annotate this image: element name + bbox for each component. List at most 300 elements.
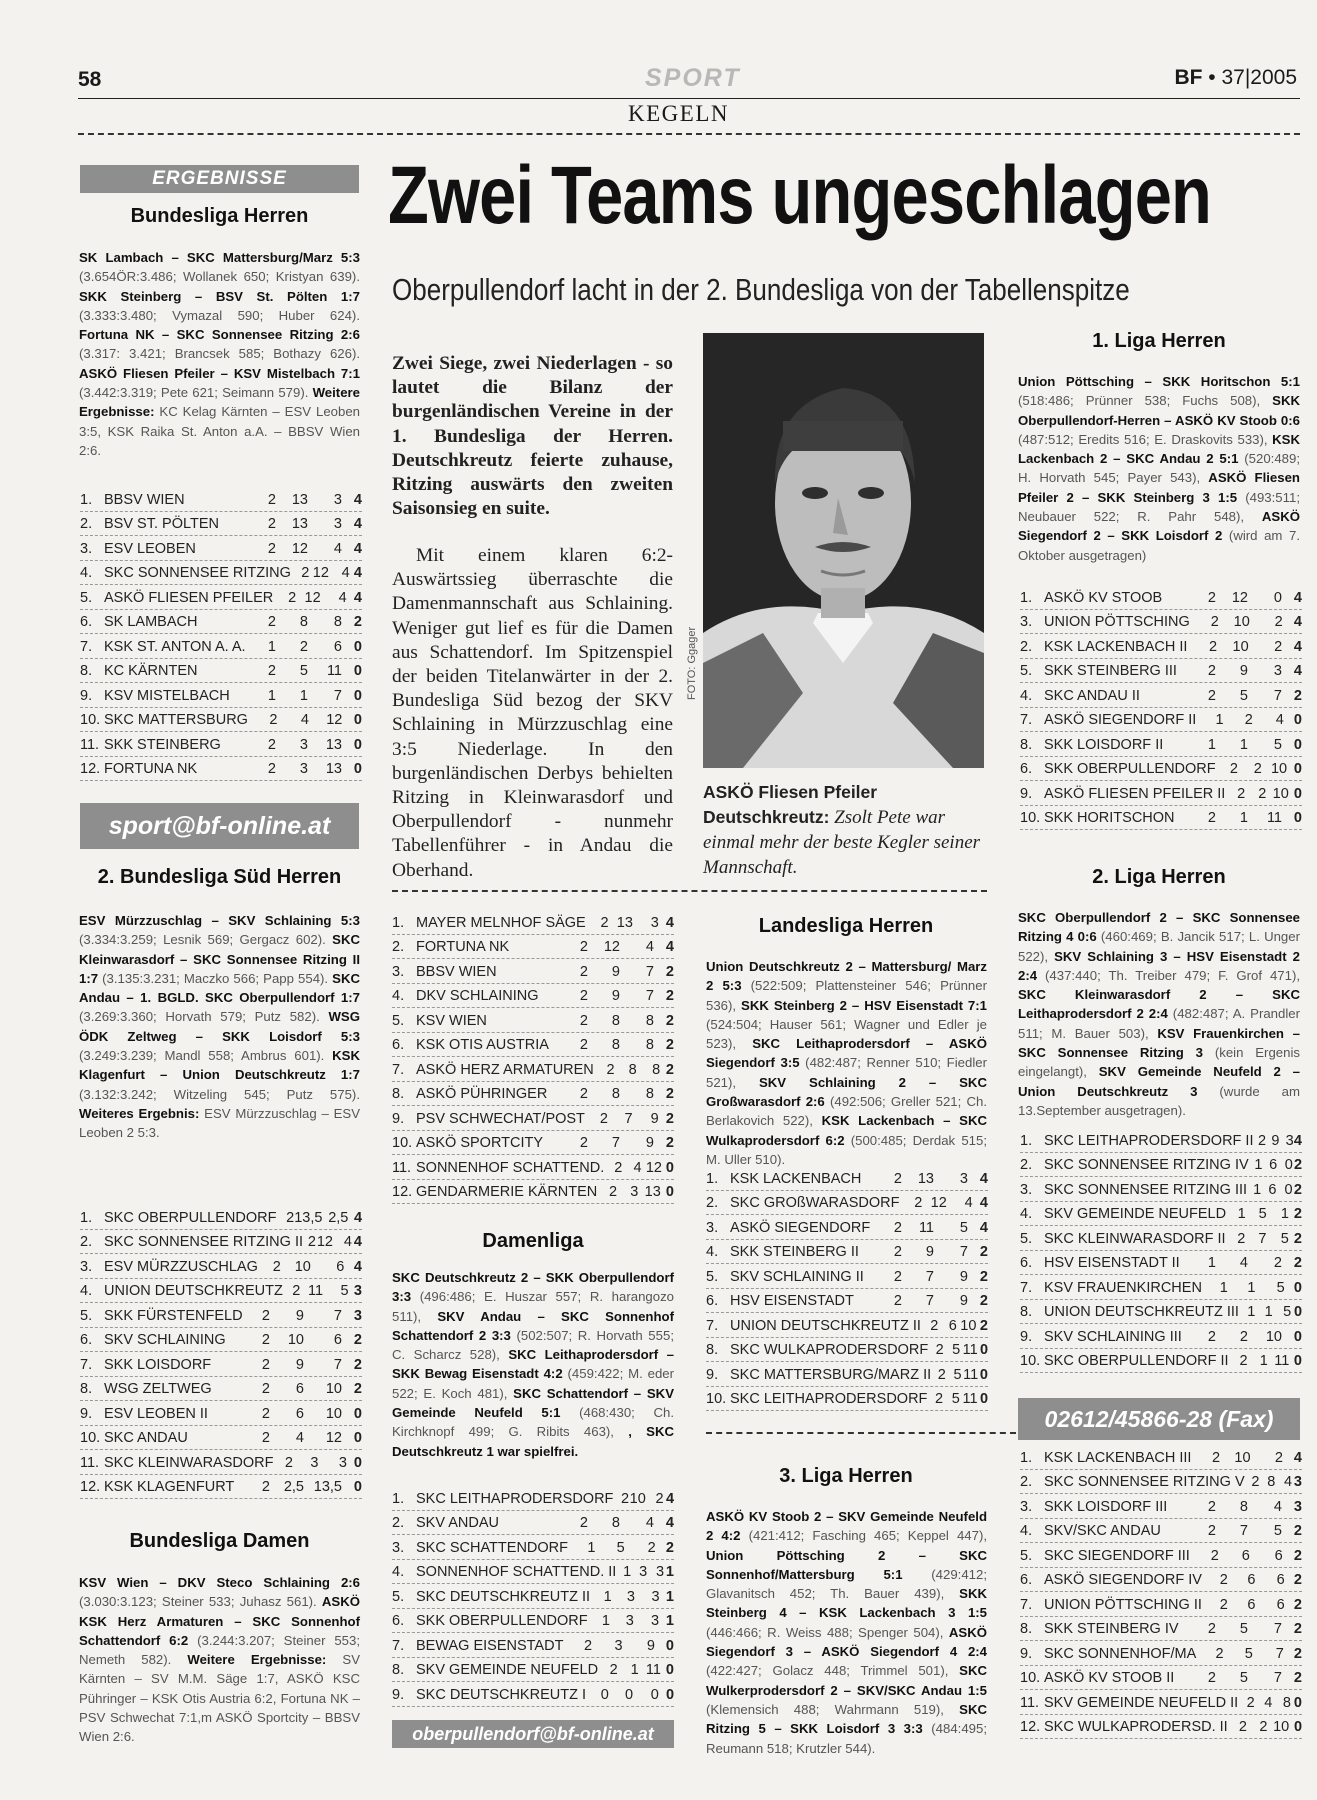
games-cell: 2 — [1207, 687, 1216, 704]
bl-herren-results: SK Lambach – SKC Mattersburg/Marz 5:3 (3.654ÖR:3.486; Wollanek 650; Kristyan 639). SKK Steinberg – BSV St. Pölten 1:7 (3.333:3.480; Vymazal 590; Huber 624). Fortuna NK – SKC Sonnensee Ritzing 2:6 (3.317: 3.421; Brancsek 585; Bothazy 626). ASKÖ Fliesen Pfeiler – KSV Mistelbach 7:1 (3.442:3.319; Pete 621; Seimann 579). Weitere Ergebnisse: KC Kelag Kärnten – ESV Leoben 3:5, KSK Raika St. Anton a.A. – BBSV Wien 2:6. — [79, 250, 360, 458]
rank-cell: 6. — [1020, 761, 1033, 777]
team-cell: SKK OBERPULLENDORF — [1044, 761, 1216, 777]
lost-cell: 3 — [651, 1588, 660, 1605]
article-body: Mit einem klaren 6:2-Auswärtssieg überraschte die Damenmannschaft aus Schlaining. Weniger gut lief es für die Damen aus Schattendorf. Im Spitzenspiel der beiden Titelanwärter in der 2. Bundesliga Süd bezog der SKV Schlaining in Mürzzuschlag eine 3:5 Niederlage. In den burgenländischen Derbys behielten Ritzing in Kleinwarasdorf und Oberpullendorf - nunmehr Tabellenführer - in Andau die Oberhand. — [392, 545, 673, 881]
table-row — [706, 1215, 988, 1240]
points-cell: 0 — [353, 1405, 362, 1422]
rank-cell: 10. — [1020, 810, 1041, 826]
points-cell: 2 — [1293, 1230, 1302, 1247]
table-row — [1020, 659, 1302, 684]
games-cell: 2 — [579, 1086, 588, 1102]
table-row — [1020, 1300, 1302, 1325]
games-cell: 2 — [599, 1110, 608, 1127]
table-row — [1020, 1592, 1302, 1617]
games-cell: 2 — [579, 1037, 588, 1053]
table-row — [1020, 781, 1302, 806]
rank-cell: 10. — [706, 1391, 727, 1407]
lost-cell: 4 — [341, 565, 350, 581]
won-cell: 1 — [1247, 1279, 1256, 1296]
won-cell: 12 — [312, 565, 329, 581]
games-cell: 2 — [609, 1662, 618, 1678]
won-cell: 2 — [1244, 712, 1253, 728]
table-row — [1020, 610, 1302, 635]
team-cell: SKC KLEINWARASDORF II — [1044, 1230, 1226, 1247]
header-dash-rule — [78, 133, 1300, 135]
points-cell: 3 — [1293, 1498, 1302, 1515]
points-cell: 0 — [1293, 1353, 1302, 1369]
bl2-sued-results: ESV Mürzzuschlag – SKV Schlaining 5:3 (3.334:3.259; Lesnik 569; Gergacz 602). SKC Kleinwarasdorf – SKC Sonnensee Ritzing II 1:7 (3.135:3.231; Maczko 566; Papp 554). SKC Andau – 1. BGLD. SKC Oberpullendorf 1:7 (3.269:3.360; Horvath 579; Putz 582). WSG ÖDK Zeltweg – SKK Loisdorf 5:3 (3.249:3.239; Mandl 558; Ambrus 601). KSK Klagenfurt – Union Deutschkreutz 1:7 (3.132:3.242; Witzeling 545; Putz 575). Weiteres Ergebnis: ESV Mürzzuschlag – ESV Leoben 2 5:3. — [79, 913, 361, 1141]
points-cell: 0 — [353, 761, 362, 777]
points-cell: 2 — [1293, 1547, 1302, 1564]
rank-cell: 12. — [1020, 1719, 1041, 1735]
lost-cell: 0 — [1273, 589, 1282, 606]
table-row — [1020, 1568, 1302, 1593]
lost-cell: 8 — [645, 1012, 654, 1029]
points-cell: 4 — [979, 1219, 988, 1236]
table-row — [392, 1180, 674, 1205]
points-cell: 0 — [665, 1184, 674, 1200]
points-cell: 0 — [353, 663, 362, 679]
rank-cell: 11. — [80, 736, 100, 753]
rank-cell: 7. — [706, 1317, 719, 1334]
won-cell: 13 — [616, 914, 633, 931]
team-cell: ASKÖ HERZ ARMATUREN — [416, 1061, 594, 1078]
games-cell: 2 — [579, 1012, 588, 1029]
rank-cell: 5. — [392, 1588, 405, 1605]
won-cell: 8 — [611, 1515, 620, 1531]
won-cell: 1 — [299, 687, 308, 704]
rank-cell: 10. — [80, 1430, 101, 1446]
points-cell: 1 — [665, 1613, 674, 1629]
table-row — [1020, 1128, 1302, 1153]
rank-cell: 5. — [1020, 1230, 1033, 1247]
lost-cell: 3 — [338, 1454, 347, 1471]
won-cell: 12 — [316, 1234, 333, 1250]
points-cell: 3 — [1293, 1474, 1302, 1490]
games-cell: 2 — [272, 1258, 281, 1275]
won-cell: 5 — [1239, 1670, 1248, 1686]
damenliga-results: SKC Deutschkreutz 2 – SKK Oberpullendorf 3:3 (496:486; E. Huszar 557; R. harangozo 511), SKV Andau – SKC Sonnenhof Schattendorf 2 3:3 (502:507; R. Horvath 555; C. Scharcz 528), SKC Leithaprodersdorf – SKK Bewag Eisenstadt 4:2 (459:422; M. eder 522; E. Koch 481), SKC Schattendorf – SKV Gemeinde Neufeld 5:1 (468:430; Ch. Kirchknopf 499; G. Ribits 463), , SKC Deutschkreutz 1 war spielfrei. — [392, 1270, 675, 1459]
rank-cell: 7. — [80, 1356, 93, 1373]
table-row — [1020, 1275, 1302, 1300]
points-cell: 2 — [665, 1135, 674, 1151]
won-cell: 3 — [299, 761, 308, 777]
points-cell: 4 — [979, 1195, 988, 1211]
won-cell: 9 — [1239, 663, 1248, 679]
points-cell: 4 — [353, 1209, 363, 1226]
lost-cell: 3 — [1273, 663, 1282, 679]
won-cell: 5 — [952, 1342, 961, 1358]
rank-cell: 8. — [392, 1662, 405, 1678]
table-row — [80, 732, 362, 757]
team-cell: ASKÖ FLIESEN PFEILER — [104, 589, 274, 606]
points-cell: 2 — [979, 1293, 988, 1309]
lost-cell: 3 — [1285, 1132, 1294, 1149]
points-cell: 0 — [1293, 1694, 1302, 1711]
issue-info: BF • 37|2005 — [1174, 66, 1297, 89]
lost-cell: 6 — [333, 1332, 342, 1348]
points-cell: 4 — [1293, 614, 1302, 630]
games-cell: 2 — [267, 491, 276, 508]
lost-cell: 6 — [1274, 1547, 1283, 1564]
won-cell: 5 — [299, 663, 308, 679]
mid-dash-rule — [706, 1432, 1016, 1434]
lost-cell: 13,5 — [313, 1479, 342, 1495]
won-cell: 5 — [1239, 1621, 1248, 1637]
lost-cell: 11 — [326, 663, 342, 679]
games-cell: 1 — [1215, 712, 1224, 728]
table-row — [80, 1279, 362, 1304]
lost-cell: 8 — [333, 614, 342, 630]
bl-herren-title: Bundesliga Herren — [130, 205, 309, 227]
rank-cell: 10. — [1020, 1670, 1041, 1686]
team-cell: SKC LEITHAPRODERSDORF II — [1044, 1132, 1254, 1149]
table-row — [1020, 1226, 1302, 1251]
won-cell: 6 — [1247, 1596, 1256, 1613]
games-cell: 2 — [267, 663, 276, 679]
team-cell: SKV GEMEINDE NEUFELD — [1044, 1206, 1227, 1222]
fax-bar[interactable]: 02612/45866-28 (Fax) — [1018, 1398, 1300, 1440]
lost-cell: 7 — [1273, 1670, 1282, 1686]
games-cell: 1 — [587, 1539, 596, 1556]
table-row — [80, 1352, 362, 1377]
rank-cell: 6. — [392, 1037, 405, 1053]
team-cell: DKV SCHLAINING — [416, 988, 539, 1004]
table-row — [1020, 1153, 1302, 1178]
team-cell: ASKÖ SIEGENDORF IV — [1044, 1572, 1202, 1588]
table-row — [80, 1426, 362, 1451]
points-cell: 0 — [1293, 1304, 1303, 1320]
points-cell: 2 — [353, 614, 362, 630]
rank-cell: 4. — [392, 988, 405, 1004]
lost-cell: 7 — [645, 988, 654, 1004]
table-row — [1020, 634, 1302, 659]
lost-cell: 10 — [1273, 1719, 1290, 1735]
liga3-table — [1020, 1445, 1302, 1739]
games-cell: 2 — [301, 565, 310, 581]
won-cell: 11 — [308, 1283, 324, 1299]
damenliga-table — [392, 1486, 674, 1707]
team-cell: SKK STEINBERG — [104, 736, 221, 753]
points-cell: 4 — [353, 491, 362, 508]
won-cell: 3 — [299, 736, 308, 753]
team-cell: SKK LOISDORF II — [1044, 736, 1164, 753]
team-cell: SKC ANDAU II — [1044, 687, 1140, 704]
points-cell: 0 — [353, 1430, 362, 1446]
won-cell: 6 — [1241, 1547, 1250, 1564]
rank-cell: 1. — [1020, 1132, 1033, 1149]
table-row — [392, 1131, 674, 1156]
rank-cell: 3. — [392, 963, 405, 980]
lost-cell: 1 — [1280, 1206, 1289, 1222]
lost-cell: 9 — [650, 1110, 659, 1127]
rank-cell: 10. — [1020, 1353, 1041, 1369]
lost-cell: 4 — [964, 1195, 973, 1211]
won-cell: 10 — [629, 1490, 646, 1507]
lost-cell: 7 — [959, 1244, 968, 1260]
rank-cell: 9. — [80, 1405, 93, 1422]
rank-cell: 1. — [80, 1209, 93, 1226]
team-cell: KSK ST. ANTON A. A. — [104, 638, 246, 655]
lost-cell: 4 — [338, 589, 347, 606]
lost-cell: 10 — [325, 1381, 342, 1397]
won-cell: 3 — [625, 1613, 634, 1629]
team-cell: SKV GEMEINDE NEUFELD — [416, 1662, 599, 1678]
won-cell: 5 — [1258, 1206, 1267, 1222]
games-cell: 1 — [1247, 1304, 1256, 1320]
rank-cell: 4. — [1020, 1206, 1033, 1222]
table-row — [1020, 1324, 1302, 1349]
rank-cell: 4. — [80, 565, 93, 581]
rank-cell: 8. — [1020, 1304, 1033, 1320]
team-cell: SKK HORITSCHON — [1044, 810, 1175, 826]
team-cell: KSK LACKENBACH III — [1044, 1449, 1192, 1466]
won-cell: 2 — [1253, 761, 1262, 777]
lost-cell: 4 — [343, 1234, 352, 1250]
games-cell: 1 — [1219, 1279, 1228, 1296]
won-cell: 13,5 — [294, 1209, 323, 1226]
points-cell: 2 — [1293, 1645, 1302, 1662]
liga3-results: ASKÖ KV Stoob 2 – SKV Gemeinde Neufeld 2 4:2 (421:412; Fasching 465; Keppel 447), Union Pöttsching 2 – SKC Sonnenhof/Mattersburg 5:1 (429:412; Glavanitsch 452; Th. Bauer 439), SKK Steinberg 4 – KSK Lackenbach 3 1:5 (446:466; R. Weiss 488; Spenger 504), ASKÖ Siegendorf 3 – ASKÖ Siegendorf 4 2:4 (422:427; Golacz 448; Trimmel 501), SKC Wulkerprodersdorf 2 – SKV/SKC Andau 1:5 (Klemensich 488; Wahrmann 519), SKC Ritzing 5 – SKK Loisdorf 3 3:3 (484:495; Reumann 518; Krutzler 544). — [706, 1509, 988, 1756]
won-cell: 1 — [1259, 1353, 1268, 1369]
points-cell: 4 — [665, 1515, 674, 1531]
won-cell: 7 — [925, 1293, 934, 1309]
bl-damen-results: KSV Wien – DKV Steco Schlaining 2:6 (3.030:3.123; Steiner 533; Juhasz 561). ASKÖ KSK Herz Armaturen – SKC Sonnenhof Schattendorf 6:2 (3.244:3.207; Steiner 553; Nemeth 582). Weitere Ergebnisse: SV Kärnten – SV M.M. Säge 1:7, ASKÖ KSC Pühringer – KSK Otis Austria 6:2, Fortuna NK – PSV Schwechat 7:1,m ASKÖ Sportcity – BBSV Wien 2:6. — [79, 1575, 360, 1745]
oberpullendorf-email-bar[interactable]: oberpullendorf@bf-online.at — [392, 1720, 674, 1748]
team-cell: ASKÖ SIEGENDORF — [730, 1219, 871, 1236]
damen-table — [392, 910, 674, 1204]
table-row — [80, 1303, 362, 1328]
lost-cell: 11 — [962, 1391, 978, 1407]
rank-cell: 5. — [706, 1268, 719, 1285]
table-row — [706, 1289, 988, 1314]
points-cell: 3 — [353, 1307, 362, 1324]
points-cell: 4 — [665, 1490, 675, 1507]
lost-cell: 9 — [645, 1135, 654, 1151]
games-cell: 2 — [261, 1430, 270, 1446]
points-cell: 0 — [979, 1342, 989, 1358]
lost-cell: 0 — [1284, 1181, 1293, 1198]
lost-cell: 7 — [333, 1307, 342, 1324]
team-cell: SONNENHOF SCHATTEND. II — [416, 1564, 617, 1580]
lost-cell: 2 — [1274, 638, 1283, 655]
points-cell: 2 — [1293, 1206, 1302, 1222]
rank-cell: 7. — [392, 1637, 405, 1654]
rank-cell: 8. — [80, 1381, 93, 1397]
games-cell: 2 — [1238, 1719, 1247, 1735]
table-row — [80, 1377, 362, 1402]
rank-cell: 12. — [80, 761, 101, 777]
rank-cell: 3. — [392, 1539, 405, 1556]
points-cell: 0 — [665, 1686, 675, 1703]
table-row — [80, 1205, 362, 1230]
lost-cell: 11 — [963, 1366, 979, 1383]
lost-cell: 8 — [645, 1037, 654, 1053]
team-cell: SKC OBERPULLENDORF II — [1044, 1353, 1229, 1369]
points-cell: 0 — [665, 1159, 674, 1176]
table-row — [392, 1511, 674, 1536]
headline: Zwei Teams ungeschlagen — [388, 150, 1212, 241]
games-cell: 2 — [893, 1219, 902, 1236]
landesliga-table — [706, 1166, 988, 1411]
won-cell: 5 — [953, 1366, 962, 1383]
lost-cell: 2 — [1274, 614, 1283, 630]
rank-cell: 7. — [80, 638, 93, 655]
lost-cell: 12 — [326, 712, 343, 728]
team-cell: SKK FÜRSTENFELD — [104, 1307, 243, 1324]
team-cell: SKV ANDAU — [416, 1515, 499, 1531]
team-cell: SKC WULKAPRODERSD. II — [1044, 1719, 1228, 1735]
rank-cell: 7. — [1020, 1596, 1033, 1613]
deck: Oberpullendorf lacht in der 2. Bundesliga von der Tabellenspitze — [392, 272, 1130, 307]
lost-cell: 3 — [650, 914, 659, 931]
points-cell: 0 — [353, 736, 362, 753]
won-cell: 7 — [1239, 1523, 1248, 1539]
table-row — [80, 585, 362, 610]
table-row — [706, 1264, 988, 1289]
lost-cell: 9 — [959, 1293, 968, 1309]
team-cell: SKK LOISDORF III — [1044, 1498, 1168, 1515]
team-cell: SKV SCHLAINING II — [730, 1268, 864, 1285]
rank-cell: 1. — [392, 1490, 405, 1507]
team-cell: WSG ZELTWEG — [104, 1381, 212, 1397]
team-cell: SKC MATTERSBURG — [104, 712, 248, 728]
rank-cell: 8. — [1020, 1621, 1033, 1637]
team-cell: SKK OBERPULLENDORF — [416, 1613, 588, 1629]
table-row — [1020, 1177, 1302, 1202]
games-cell: 0 — [600, 1686, 609, 1703]
damenliga-title: Damenliga — [482, 1230, 584, 1252]
points-cell: 4 — [353, 516, 362, 532]
team-cell: BSV ST. PÖLTEN — [104, 516, 219, 532]
games-cell: 2 — [1207, 810, 1216, 826]
games-cell: 2 — [261, 1381, 270, 1397]
team-cell: HSV EISENSTADT II — [1044, 1255, 1180, 1271]
team-cell: FORTUNA NK — [416, 939, 510, 955]
won-cell: 4 — [1239, 1255, 1248, 1271]
team-cell: SKC SONNENSEE RITZING IV — [1044, 1157, 1249, 1173]
games-cell: 2 — [1219, 1596, 1228, 1613]
rank-cell: 10. — [80, 712, 101, 728]
games-cell: 2 — [893, 1293, 902, 1309]
table-row — [80, 487, 362, 512]
team-cell: KSK LACKENBACH II — [1044, 638, 1188, 655]
points-cell: 0 — [665, 1637, 674, 1654]
photo-caption — [703, 780, 984, 880]
lost-cell: 5 — [340, 1283, 349, 1299]
lost-cell: 10 — [1270, 761, 1288, 777]
points-cell: 2 — [1293, 1621, 1302, 1637]
won-cell: 2 — [1239, 1328, 1248, 1345]
lost-cell: 8 — [645, 1086, 654, 1102]
points-cell: 0 — [665, 1662, 674, 1678]
lost-cell: 5 — [1273, 736, 1282, 753]
games-cell: 1 — [1237, 1206, 1246, 1222]
lost-cell: 7 — [1273, 687, 1282, 704]
rank-cell: 2. — [706, 1195, 719, 1211]
lost-cell: 6 — [336, 1258, 345, 1275]
rank-cell: 4. — [1020, 1523, 1033, 1539]
team-cell: SKC SONNENSEE RITZING — [104, 565, 291, 581]
won-cell: 7 — [611, 1135, 620, 1151]
games-cell: 2 — [1229, 761, 1238, 777]
games-cell: 1 — [1253, 1181, 1262, 1198]
points-cell: 2 — [665, 988, 674, 1004]
bl2-sued-title: 2. Bundesliga Süd Herren — [97, 866, 342, 888]
won-cell: 9 — [925, 1244, 934, 1260]
won-cell: 4 — [633, 1159, 642, 1176]
games-cell: 2 — [935, 1342, 944, 1358]
points-cell: 0 — [353, 687, 362, 704]
rank-cell: 3. — [706, 1219, 719, 1236]
rank-cell: 6. — [80, 1332, 93, 1348]
lost-cell: 3 — [655, 1564, 665, 1580]
table-row — [80, 659, 362, 684]
games-cell: 2 — [579, 939, 588, 955]
won-cell: 6 — [295, 1381, 304, 1397]
games-cell: 2 — [261, 1356, 270, 1373]
table-row — [392, 1560, 674, 1585]
points-cell: 4 — [353, 589, 362, 606]
points-cell: 2 — [665, 963, 674, 980]
table-row — [392, 1155, 674, 1180]
section-title: SPORT — [645, 64, 741, 92]
lost-cell: 10 — [1272, 785, 1289, 802]
lost-cell: 3 — [333, 516, 342, 532]
team-cell: SKC SONNENSEE RITZING V — [1044, 1474, 1245, 1490]
games-cell: 2 — [1239, 1353, 1248, 1369]
table-row — [80, 536, 362, 561]
rank-cell: 9. — [1020, 1645, 1033, 1662]
table-row — [392, 1082, 674, 1107]
rank-cell: 2. — [80, 1234, 93, 1250]
won-cell: 3 — [639, 1564, 648, 1580]
lost-cell: 2 — [1274, 1449, 1283, 1466]
team-cell: BEWAG EISENSTADT — [416, 1637, 564, 1654]
email-bar[interactable]: sport@bf-online.at — [80, 803, 359, 849]
games-cell: 2 — [288, 589, 297, 606]
points-cell: 4 — [353, 1234, 362, 1250]
table-row — [392, 1033, 674, 1058]
lost-cell: 2 — [655, 1490, 664, 1507]
team-cell: BBSV WIEN — [104, 491, 185, 508]
rank-cell: 1. — [1020, 1449, 1033, 1466]
lost-cell: 7 — [333, 687, 342, 704]
team-cell: PSV SCHWECHAT/POST — [416, 1110, 585, 1127]
won-cell: 3 — [310, 1454, 319, 1471]
rank-cell: 8. — [80, 663, 93, 679]
games-cell: 2 — [267, 736, 276, 753]
points-cell: 2 — [1293, 1181, 1302, 1198]
rank-cell: 8. — [1020, 736, 1033, 753]
points-cell: 0 — [1293, 712, 1302, 728]
points-cell: 2 — [979, 1317, 988, 1334]
subsection-title: KEGELN — [628, 101, 729, 126]
points-cell: 4 — [1293, 663, 1302, 679]
won-cell: 7 — [624, 1110, 633, 1127]
lost-cell: 2,5 — [328, 1209, 349, 1226]
table-row — [706, 1191, 988, 1216]
team-cell: ESV LEOBEN II — [104, 1405, 208, 1422]
team-cell: SKC MATTERSBURG/MARZ II — [730, 1366, 932, 1383]
team-cell: HSV EISENSTADT — [730, 1293, 854, 1309]
games-cell: 2 — [1207, 1523, 1216, 1539]
games-cell: 2 — [267, 614, 276, 630]
team-cell: KSK OTIS AUSTRIA — [416, 1037, 549, 1053]
lost-cell: 0 — [650, 1686, 659, 1703]
lost-cell: 13 — [325, 761, 342, 777]
won-cell: 6 — [948, 1317, 957, 1334]
